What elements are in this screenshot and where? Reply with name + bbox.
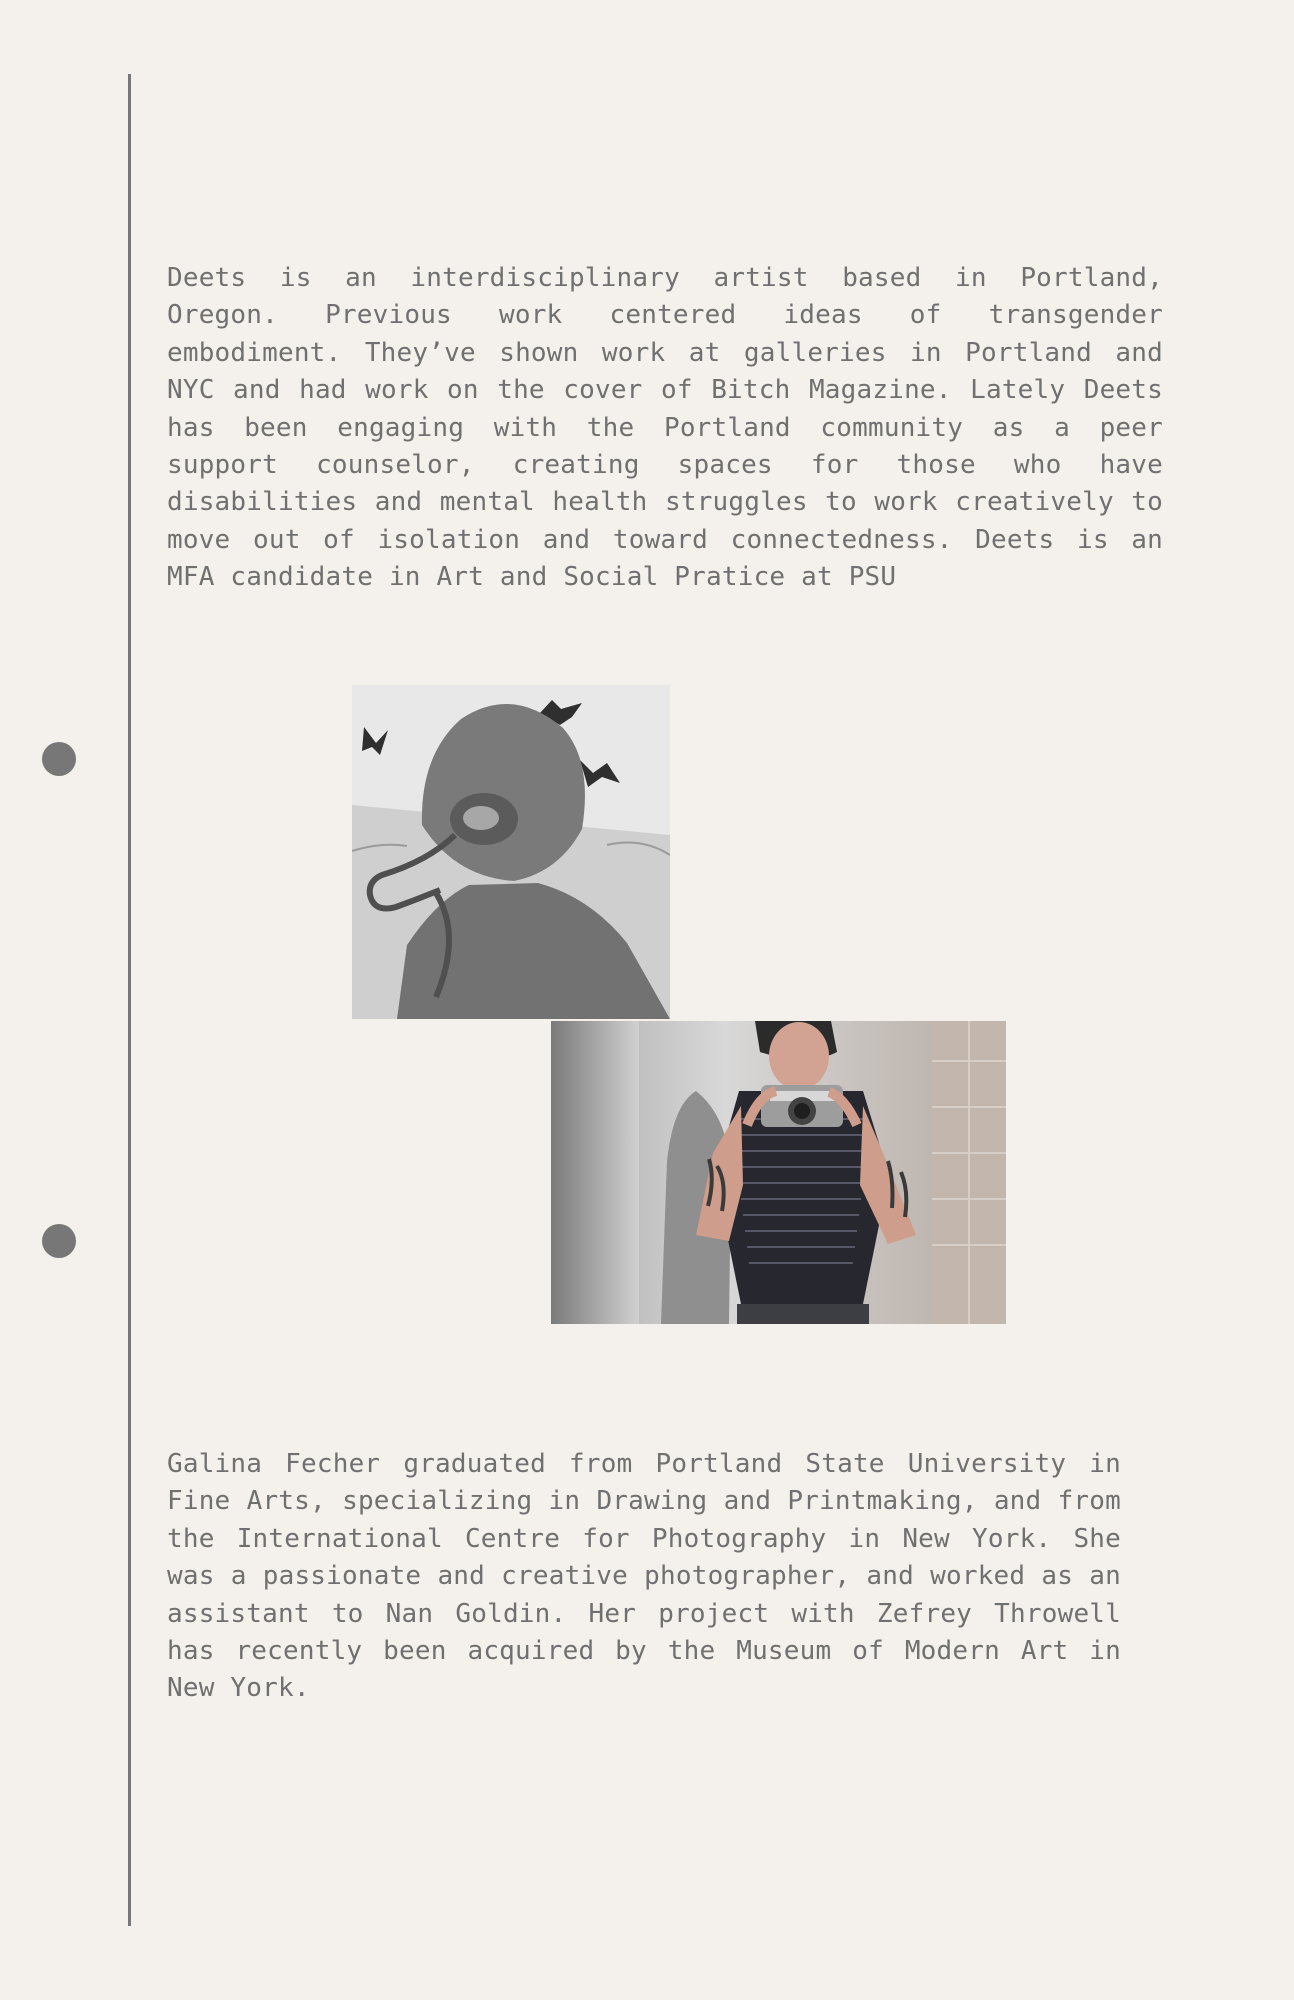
timeline-dot-first <box>42 742 76 776</box>
bio-text-deets: Deets is an interdisciplinary artist based in Portland, Oregon. Previous work centered ideas of transgender embodiment. They’ve shown work at galleries in Portland and NYC and had work on the cover of Bitch Magazine. Lately Deets has been engaging with the Portland community as a peer support counselor, creating spaces for those who have disabilities and mental health struggles to work creatively to move out of isolation and toward connectedness. Deets is an MFA candidate in Art and Social Pratice at PSU <box>167 263 1163 593</box>
timeline-line <box>128 74 131 1926</box>
timeline-dot-second <box>42 1224 76 1258</box>
bio-text-galina: Galina Fecher graduated from Portland State University in Fine Arts, specializing in Drawing and Printmaking, and from the International Centre for Photography in New York. She was a passionate and creative photographer, and worked as an assistant to Nan Goldin. Her project with Zefrey Throwell has recently been acquired by the Museum of Modern Art in New York. <box>167 1449 1121 1704</box>
camera-portrait-photo <box>551 1021 1006 1324</box>
hooded-figure-photo <box>352 685 670 1019</box>
